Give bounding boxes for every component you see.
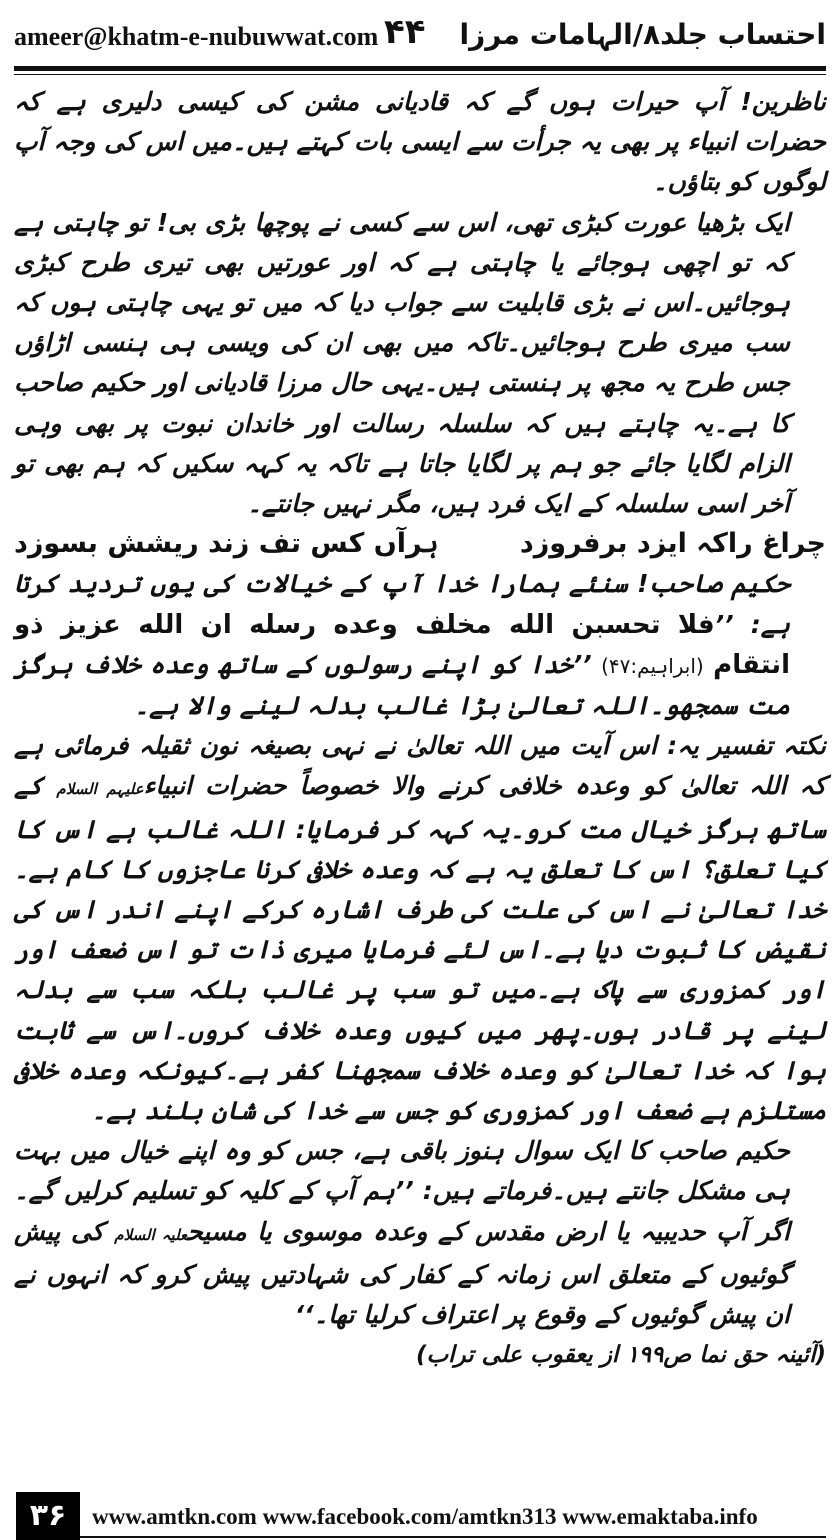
paragraph-3-lead: حکیم صاحب! سنئے ہمارا خدا آپ کے خیالات کی یوں تردید کرتا ہے: ’’: [14, 569, 790, 639]
header-email: ameer@khatm-e-nubuwwat.com: [14, 22, 379, 51]
footer-page-number: ۳۶: [16, 1492, 80, 1540]
paragraph-3: [14, 564, 826, 726]
paragraph-1: ناظرین! آپ حیرات ہوں گے کہ قادیانی مشن کی کیسی دلیری ہے کہ حضرات انبیاء پر بھی یہ جرأت سے ایسی بات کہتے ہیں۔میں اس کی وجہ آپ لوگوں کو بتاؤں۔: [14, 87, 826, 197]
quran-verse: فلا تحسبن الله مخلف وعده رسله ان الله عزيز ذو انتقام: [14, 609, 790, 680]
verse-first-half: چراغ راکہ ایزد برفروزد: [519, 528, 826, 560]
verse-reference: (ابراہیم:۴۷): [601, 653, 704, 678]
source-citation: (آئینہ حق نما ص۱۹۹ از یعقوب علی تراب): [415, 1342, 826, 1369]
header-book-title: احتساب جلد۸/الہامات مرزا: [459, 18, 826, 51]
paragraph-4-b: کے ساتھ ہرگز خیال مت کرو۔یہ کہہ کر فرمایا: اللہ غالب ہے اس کا کیا تعلق؟ اس کا تعلق یہ ہے کہ وعدہ خلافی کرنا عاجزوں کا کام ہے۔خدا تعالیٰ نے اس کی علت کی طرف اشارہ کرکے اپنے اندر اس کی نقیض کا ثبوت دیا ہے۔اس لئے فرمایا میری ذات تو اس ضعف اور اور کمزوری سے پاک ہے۔میں تو سب پر غالب بلکہ سب سے بدلہ لینے پر قادر ہوں۔پھر میں کیوں وعدہ خلاف کروں۔اس سے ثابت ہوا کہ خدا تعالیٰ کو وعدہ خلاف سمجھنا کفر ہے۔کیونکہ وعدہ خلافی مستلزم ہے ضعف اور کمزوری کو جس سے خدا کی شان بلند ہے۔: [14, 771, 826, 1126]
paragraph-5-b: کی پیش گوئیوں کے متعلق اس زمانہ کے کفار کی شہادتیں پیش کرو کہ انہوں نے ان پیش گوئیوں کے وقوع پر اعتراف کرلیا تھا۔‘‘: [14, 1216, 790, 1330]
paragraph-5: [14, 1131, 826, 1335]
honorific: علیہم السلام: [56, 780, 144, 799]
persian-verse: [14, 524, 826, 564]
paragraph-4-a: نکتہ تفسیر یہ: اس آیت میں اللہ تعالیٰ نے نہی بصیغہ نون ثقیلہ فرمائی ہے کہ اللہ تعالیٰ کو وعدہ خلافی کرنے والا خصوصاً حضرات انبیاء: [14, 731, 826, 801]
paragraph-2: ایک بڑھیا عورت کبڑی تھی، اس سے کسی نے پوچھا بڑی بی! تو چاہتی ہے کہ تو اچھی ہوجائے یا چاہتی ہے کہ اور عورتیں بھی تیری طرح کبڑی ہوجائیں۔اس نے بڑی قابلیت سے جواب دیا کہ میں تو یہی چاہتی ہوں کہ سب میری طرح ہوجائیں۔تاکہ میں بھی ان کی ویسی ہی ہنسی اڑاؤں جس طرح یہ مجھ پر ہنستی ہیں۔یہی حال مرزا قادیانی اور حکیم صاحب کا ہے۔یہ چاہتے ہیں کہ سلسلہ رسالت اور خاندان نبوت پر بھی وہی الزام لگایا جائے جو ہم پر لگایا جاتا ہے تاکہ یہ کہہ سکیں کہ ہم بھی تو آخر اسی سلسلہ کے ایک فرد ہیں، مگر نہیں جانتے۔: [14, 207, 790, 519]
page-header: [0, 0, 840, 70]
paragraph-5-a: حکیم صاحب کا ایک سوال ہنوز باقی ہے، جس کو وہ اپنے خیال میں بہت ہی مشکل جانتے ہیں۔فرماتے ہیں: ’’ہم آپ کے کلیہ کو تسلیم کرلیں گے۔اگر آپ حدیبیہ یا ارض مقدس کے وعدہ موسوی یا مسیح: [14, 1136, 790, 1246]
verse-second-half: ہرآں کس تف زند ریشش بسوزد: [14, 528, 439, 560]
paragraph-3-rest: ’’خدا کو اپنے رسولوں کے ساتھ وعدہ خلاف ہرگز مت سمجھو۔اللہ تعالیٰ بڑا غالب بدلہ لینے والا ہے۔: [14, 649, 790, 721]
page-body: [14, 82, 826, 1376]
honorific-2: علیہ السلام: [114, 1225, 188, 1244]
header-rule-thin: [14, 74, 826, 75]
page-footer: [0, 1492, 840, 1540]
paragraph-4: [14, 726, 826, 1131]
footer-rule: [80, 1536, 826, 1538]
footer-links: www.amtkn.com www.facebook.com/amtkn313 www.emaktaba.info: [92, 1504, 758, 1529]
header-rule-thick: [14, 66, 826, 71]
header-page-number: ۴۴: [384, 12, 426, 52]
